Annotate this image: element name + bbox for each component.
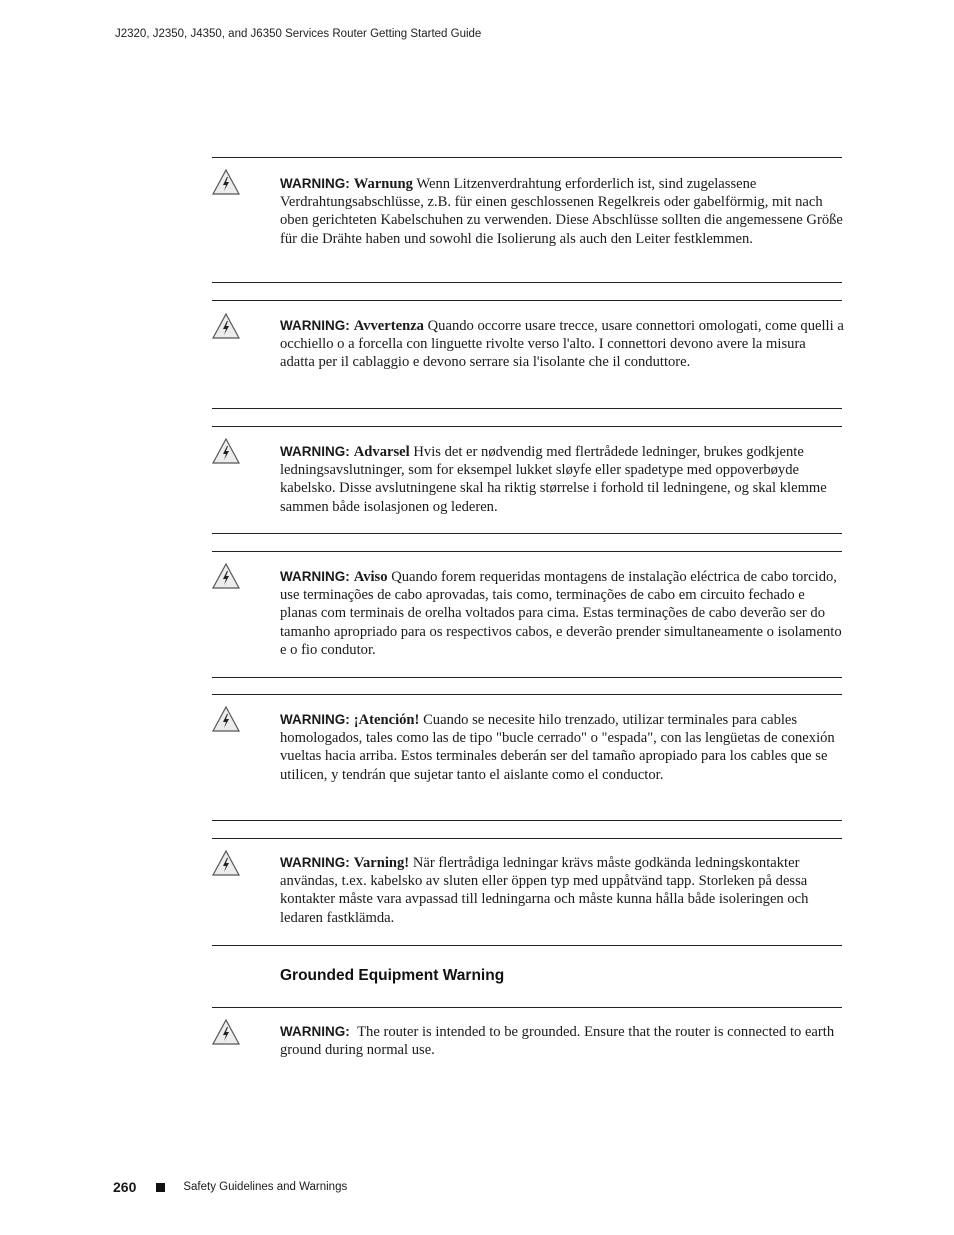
- warning-language-title: Aviso: [353, 569, 388, 585]
- warning-body: Quando forem requeridas montagens de instalação eléctrica de cabo torcido, use terminações de cabo aprovadas, tais como, terminações de cabo em circuito fechado e planas com terminais de orelha voltados para cima. Estas terminações de cabo deverão ser do tamanho apropriado para os respectivos cabos, e deverão prender simultaneamente o isolamento e o fio condutor.: [280, 569, 842, 658]
- footer-section-name: Safety Guidelines and Warnings: [183, 1181, 348, 1193]
- top-rule: [212, 551, 842, 552]
- warning-body: När flertrådiga ledningar krävs måste godkända ledningskontakter användas, t.ex. kabelsko av sluten eller öppen typ med uppåtvänd tapp. Storleken på dessa kontakter måste vara avpassad till ledningarna och måste kunna hålla både isoleringen och ledaren fastklämda.: [280, 855, 809, 926]
- top-rule: [212, 694, 842, 695]
- warning-body: Cuando se necesite hilo trenzado, utilizar terminales para cables homologados, tales como las de tipo "bucle cerrado" o "espada", con las lengüetas de conexión vueltas hacia arriba. Estos terminales deberán ser del tamaño apropiado para los cables que se utilicen, y tendrán que sujetar tanto el aislante como el conductor.: [280, 712, 835, 783]
- top-rule: [212, 426, 842, 427]
- page-footer: [113, 1179, 347, 1195]
- electrical-hazard-icon: [212, 313, 240, 339]
- warning-language-title: Avvertenza: [353, 318, 424, 334]
- warning-language-title: ¡Atención!: [353, 712, 420, 728]
- warning-block-portuguese: [212, 551, 842, 679]
- warning-label: WARNING:: [280, 318, 350, 333]
- running-header: J2320, J2350, J4350, and J6350 Services Router Getting Started Guide: [115, 28, 482, 40]
- warning-text: [280, 854, 844, 927]
- warning-block-norwegian: [212, 426, 842, 536]
- top-rule: [212, 300, 842, 301]
- bottom-rule: [212, 677, 842, 678]
- electrical-hazard-icon: [212, 850, 240, 876]
- warning-block-spanish: [212, 694, 842, 822]
- top-rule: [212, 838, 842, 839]
- warning-block-grounded: [212, 1007, 842, 1077]
- warning-block-german: [212, 157, 842, 284]
- section-heading: Grounded Equipment Warning: [280, 967, 505, 984]
- bottom-rule: [212, 282, 842, 283]
- warning-language-title: Warnung: [353, 176, 413, 192]
- warning-block-italian: [212, 300, 842, 410]
- warning-body: Hvis det er nødvendig med flertrådede ledninger, brukes godkjente ledningsavslutninger, som for eksempel lukket sløyfe eller spadetype med oppoverbøyde kabelsko. Disse avslutningene skal ha riktig størrelse i forhold til ledningene, og skal klemme sammen både isolasjonen og lederen.: [280, 444, 827, 515]
- warning-text: [280, 175, 844, 248]
- electrical-hazard-icon: [212, 563, 240, 589]
- warning-text: [280, 317, 844, 372]
- electrical-hazard-icon: [212, 169, 240, 195]
- bottom-rule: [212, 408, 842, 409]
- top-rule: [212, 157, 842, 158]
- electrical-hazard-icon: [212, 438, 240, 464]
- warning-label: WARNING:: [280, 176, 350, 191]
- warning-body: The router is intended to be grounded. Ensure that the router is connected to earth ground during normal use.: [280, 1024, 835, 1059]
- warning-label: WARNING:: [280, 712, 350, 727]
- page-number: 260: [113, 1179, 137, 1195]
- warning-body: Wenn Litzenverdrahtung erforderlich ist, sind zugelassene Verdrahtungsabschlüsse, z.B. für einen geschlossenen Regelkreis oder gabelförmig, mit nach oben gerichteten Kabelschuhen zu verwenden. Diese Abschlüsse sollten die angemessene Größe für die Drähte haben und sowohl die Isolierung als auch den Leiter festklemmen.: [280, 176, 843, 247]
- warning-block-swedish: [212, 838, 842, 948]
- warning-text: [280, 1023, 844, 1059]
- warning-text: [280, 711, 844, 784]
- warning-label: WARNING:: [280, 1024, 350, 1039]
- electrical-hazard-icon: [212, 706, 240, 732]
- bottom-rule: [212, 820, 842, 821]
- warning-label: WARNING:: [280, 569, 350, 584]
- bottom-rule: [212, 533, 842, 534]
- square-bullet-icon: [156, 1183, 165, 1192]
- electrical-hazard-icon: [212, 1019, 240, 1045]
- warning-language-title: Varning!: [353, 855, 410, 871]
- warning-language-title: Advarsel: [353, 444, 410, 460]
- warning-label: WARNING:: [280, 855, 350, 870]
- warning-text: [280, 568, 844, 659]
- bottom-rule: [212, 945, 842, 946]
- top-rule: [212, 1007, 842, 1008]
- warning-body: Quando occorre usare trecce, usare connettori omologati, come quelli a occhiello o a forcella con linguette rivolte verso l'alto. I connettori devono avere la misura adatta per il cablaggio e devono serrare sia l'isolante che il conduttore.: [280, 318, 844, 371]
- warning-label: WARNING:: [280, 444, 350, 459]
- warning-text: [280, 443, 844, 516]
